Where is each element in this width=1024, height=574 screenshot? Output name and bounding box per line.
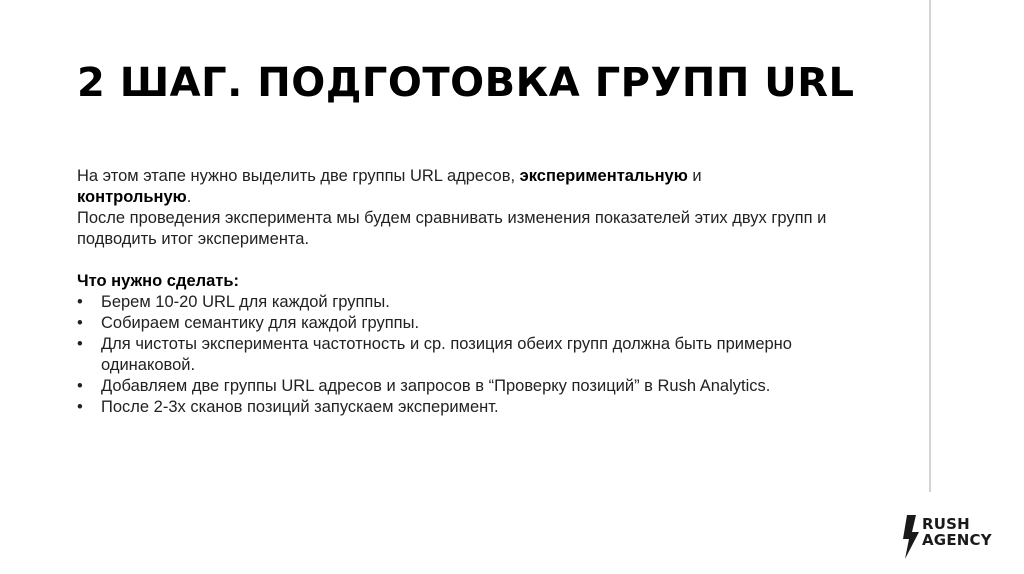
bullet-icon: •	[77, 314, 83, 332]
logo-line-agency: AGENCY	[922, 531, 992, 549]
intro-paragraph	[77, 166, 877, 208]
todo-heading: Что нужно сделать:	[77, 272, 239, 290]
steps-list	[77, 292, 877, 418]
step-text: Собираем семантику для каждой группы.	[101, 314, 420, 332]
intro-bold-experimental: экспериментальную	[519, 167, 688, 185]
intro-bold-control: контрольную	[77, 188, 187, 206]
step-text: После 2-3х сканов позиций запускаем эксперимент.	[101, 398, 499, 416]
bullet-icon: •	[77, 335, 83, 353]
logo-line-rush: RUSH	[922, 515, 970, 533]
rush-agency-logo	[902, 515, 1012, 561]
step-text: Берем 10-20 URL для каждой группы.	[101, 293, 390, 311]
slide-body	[77, 166, 877, 418]
step-text: Добавляем две группы URL адресов и запросов в “Проверку позиций” в Rush Analytics.	[101, 377, 771, 395]
list-item	[77, 376, 877, 397]
bullet-icon: •	[77, 377, 83, 395]
spacer	[77, 250, 877, 271]
bullet-icon: •	[77, 293, 83, 311]
intro-text-between: и	[687, 167, 702, 185]
intro-line-2: После проведения эксперимента мы будем сравнивать изменения показателей этих двух групп и подводить итог эксперимента.	[77, 209, 827, 248]
logo-text	[922, 516, 992, 548]
bullet-icon: •	[77, 398, 83, 416]
lightning-bolt-icon	[902, 515, 920, 559]
list-item	[77, 334, 877, 376]
list-item	[77, 397, 877, 418]
list-item	[77, 292, 877, 313]
intro-text-before: На этом этапе нужно выделить две группы URL адресов,	[77, 167, 520, 185]
intro-text-after: .	[186, 188, 192, 206]
step-text: Для чистоты эксперимента частотность и ср. позиция обеих групп должна быть примерно одинаковой.	[101, 335, 792, 374]
list-item	[77, 313, 877, 334]
vertical-divider	[929, 0, 931, 492]
slide-title: 2 ШАГ. ПОДГОТОВКА ГРУПП URL	[77, 60, 855, 106]
